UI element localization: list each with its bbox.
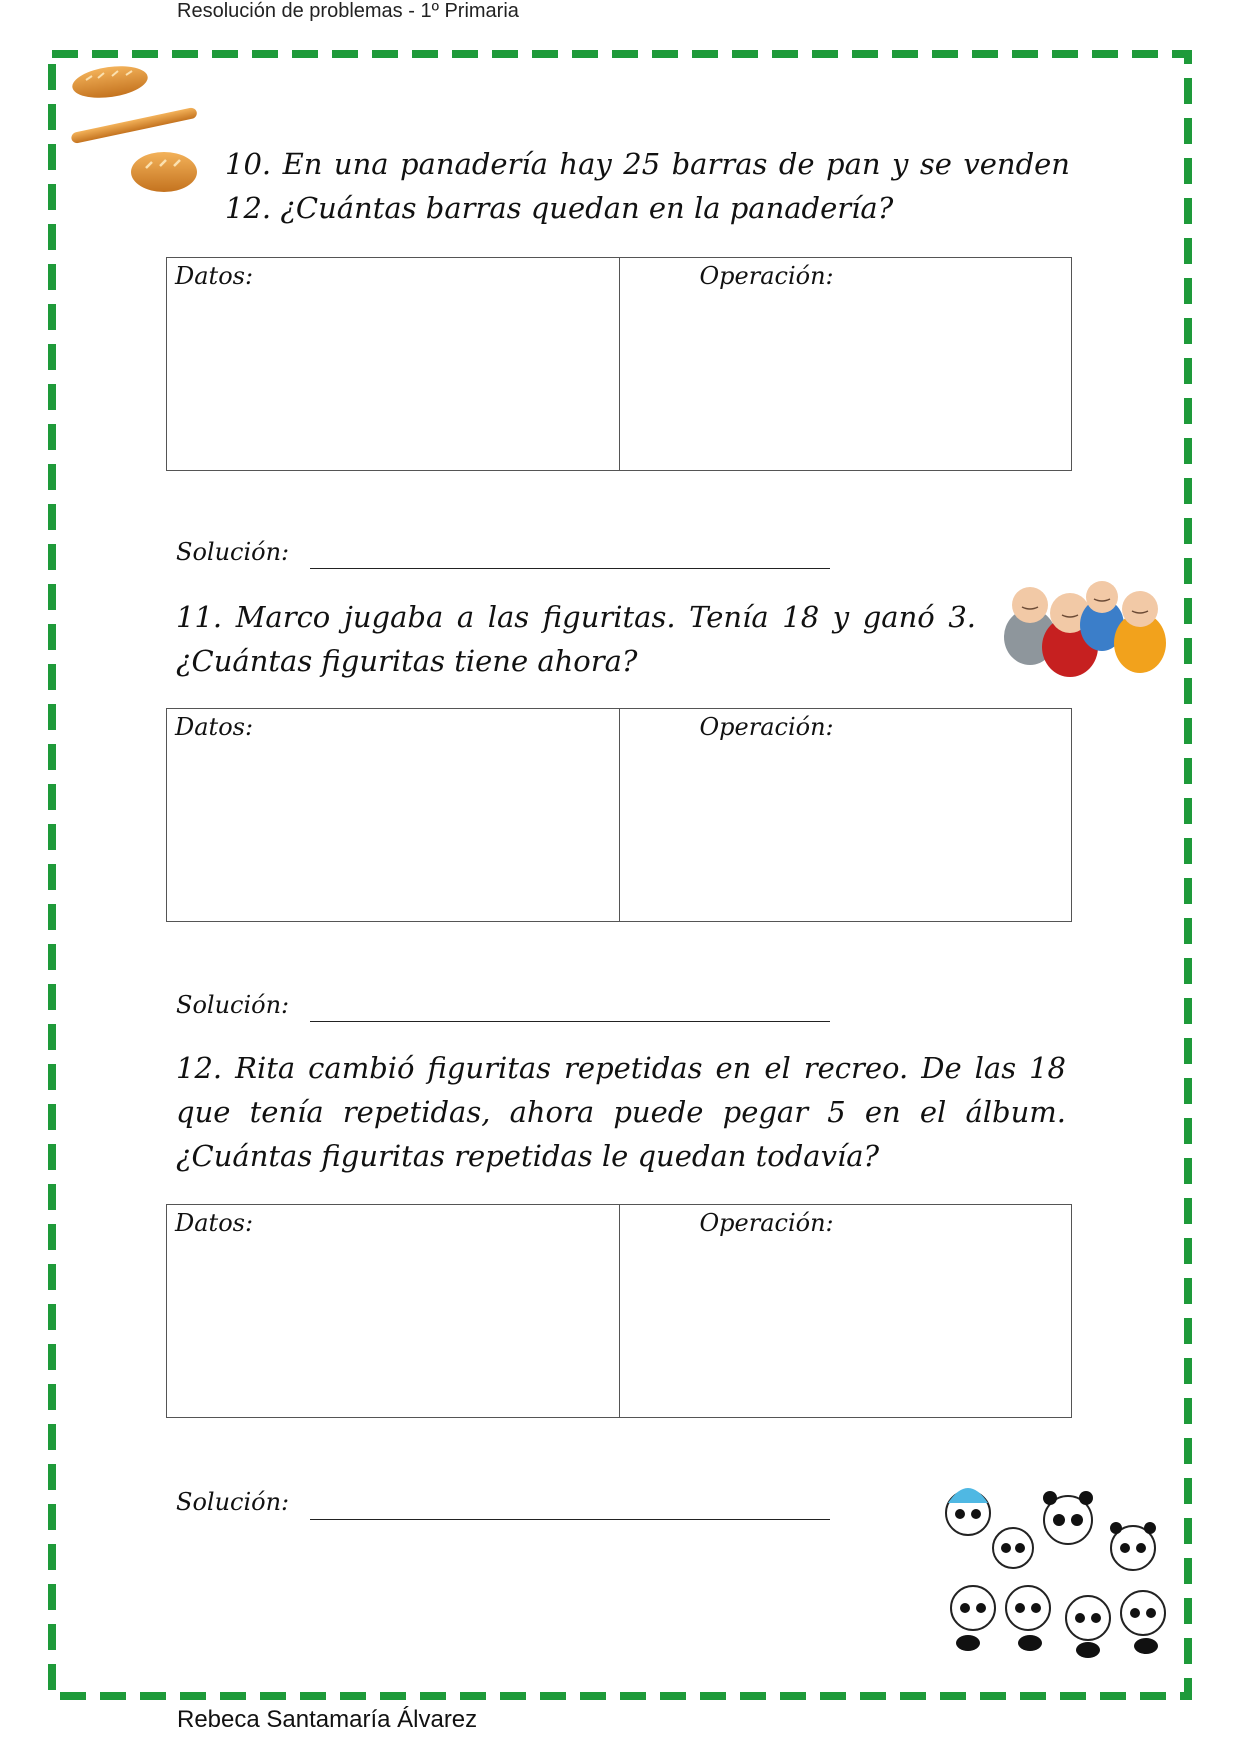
problem-12-text: 12. Rita cambió figuritas repetidas en el recreo. De las 18 que tenía repetidas, ahora puede pegar 5 en el álbum. ¿Cuántas figuritas repetidas le quedan todavía? (176, 1051, 1066, 1173)
solucion-answer-line[interactable] (310, 1519, 830, 1520)
problem-12-work-table (166, 1204, 1072, 1418)
datos-label: Datos: (175, 1209, 254, 1237)
operacion-label: Operación: (699, 713, 834, 741)
solucion-answer-line[interactable] (310, 568, 830, 569)
solucion-label: Solución: (176, 538, 290, 566)
problem-11-text: 11. Marco jugaba a las figuritas. Tenía 18 y ganó 3. ¿Cuántas figuritas tiene ahora? (176, 600, 976, 678)
problem-11-work-table (166, 708, 1072, 922)
datos-label: Datos: (175, 262, 254, 290)
datos-cell[interactable] (167, 258, 619, 470)
problem-10-text: 10. En una panadería hay 25 barras de pan y se venden 12. ¿Cuántas barras quedan en la panadería? (225, 147, 1070, 225)
panda-figurines-icon (938, 1478, 1178, 1663)
datos-cell[interactable] (167, 1205, 619, 1417)
page-header: Resolución de problemas - 1º Primaria (177, 0, 519, 22)
datos-label: Datos: (175, 713, 254, 741)
problem-10-work-table (166, 257, 1072, 471)
page-footer: Rebeca Santamaría Álvarez (177, 1706, 478, 1733)
operacion-cell[interactable] (619, 709, 1072, 921)
operacion-cell[interactable] (619, 1205, 1072, 1417)
monk-figurines-icon (1000, 575, 1170, 680)
bread-loaves-icon (68, 60, 208, 195)
solucion-label: Solución: (176, 1488, 290, 1516)
operacion-cell[interactable] (619, 258, 1072, 470)
solucion-label: Solución: (176, 991, 290, 1019)
datos-cell[interactable] (167, 709, 619, 921)
solucion-answer-line[interactable] (310, 1021, 830, 1022)
operacion-label: Operación: (699, 1209, 834, 1237)
operacion-label: Operación: (699, 262, 834, 290)
